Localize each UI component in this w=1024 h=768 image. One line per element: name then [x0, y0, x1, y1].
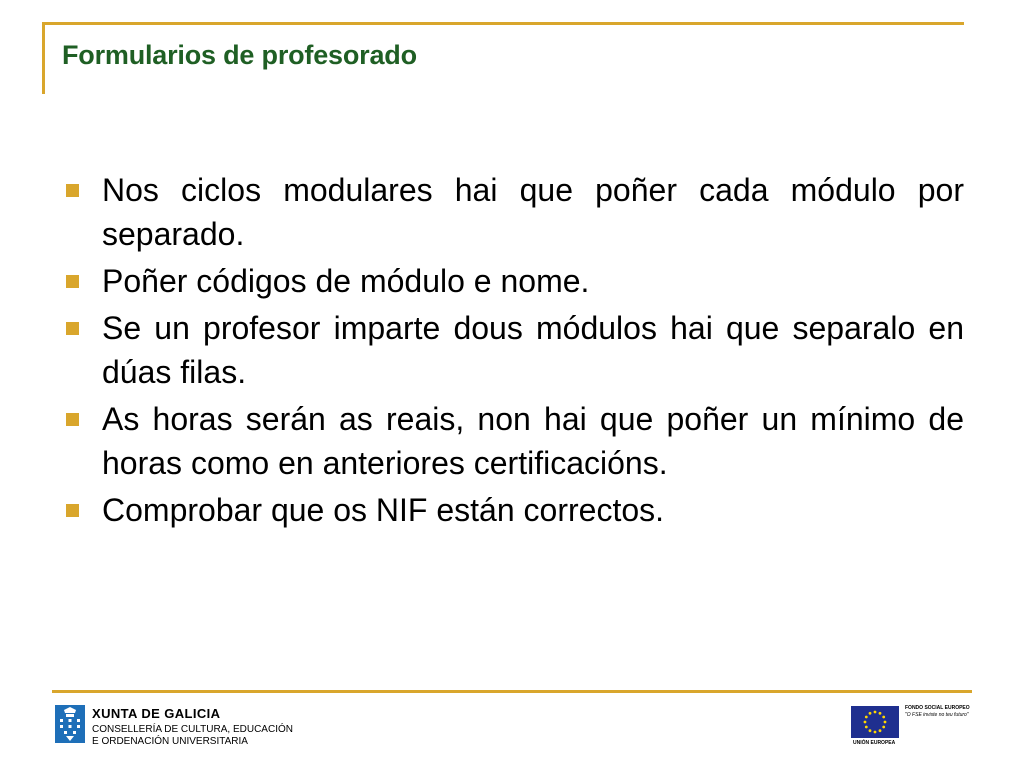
bullet-item: [62, 306, 964, 394]
fse-title: FONDO SOCIAL EUROPEO: [905, 705, 970, 711]
footer-rule: [52, 690, 972, 693]
bullet-text: As horas serán as reais, non hai que poñer un mínimo de horas como en anteriores certificacións.: [102, 401, 964, 481]
slide-title: Formularios de profesorado: [62, 40, 417, 70]
square-bullet-icon: [66, 413, 79, 426]
eu-flag-icon: [851, 706, 899, 738]
fse-motto: "O FSE inviste no teu futuro": [905, 712, 969, 718]
xunta-name: XUNTA DE GALICIA: [92, 706, 221, 721]
eu-caption: UNIÓN EUROPEA: [853, 740, 896, 746]
xunta-department-line2: E ORDENACIÓN UNIVERSITARIA: [92, 736, 248, 747]
square-bullet-icon: [66, 504, 79, 517]
bullet-item: [62, 259, 964, 303]
bullet-item: [62, 488, 964, 532]
square-bullet-icon: [66, 184, 79, 197]
bullet-text: Poñer códigos de módulo e nome.: [102, 263, 590, 299]
xunta-coat-of-arms-icon: [55, 705, 85, 743]
bullet-text: Comprobar que os NIF están correctos.: [102, 492, 665, 528]
xunta-department: [92, 724, 293, 748]
header-left-rule: [42, 22, 45, 94]
square-bullet-icon: [66, 322, 79, 335]
bullet-item: [62, 397, 964, 485]
square-bullet-icon: [66, 275, 79, 288]
bullet-text: Nos ciclos modulares hai que poñer cada módulo por separado.: [102, 172, 964, 252]
xunta-department-line1: CONSELLERÍA DE CULTURA, EDUCACIÓN: [92, 724, 293, 735]
bullet-list: [62, 168, 964, 535]
header-top-rule: [42, 22, 964, 25]
bullet-item: [62, 168, 964, 256]
bullet-text: Se un profesor imparte dous módulos hai que separalo en dúas filas.: [102, 310, 964, 390]
